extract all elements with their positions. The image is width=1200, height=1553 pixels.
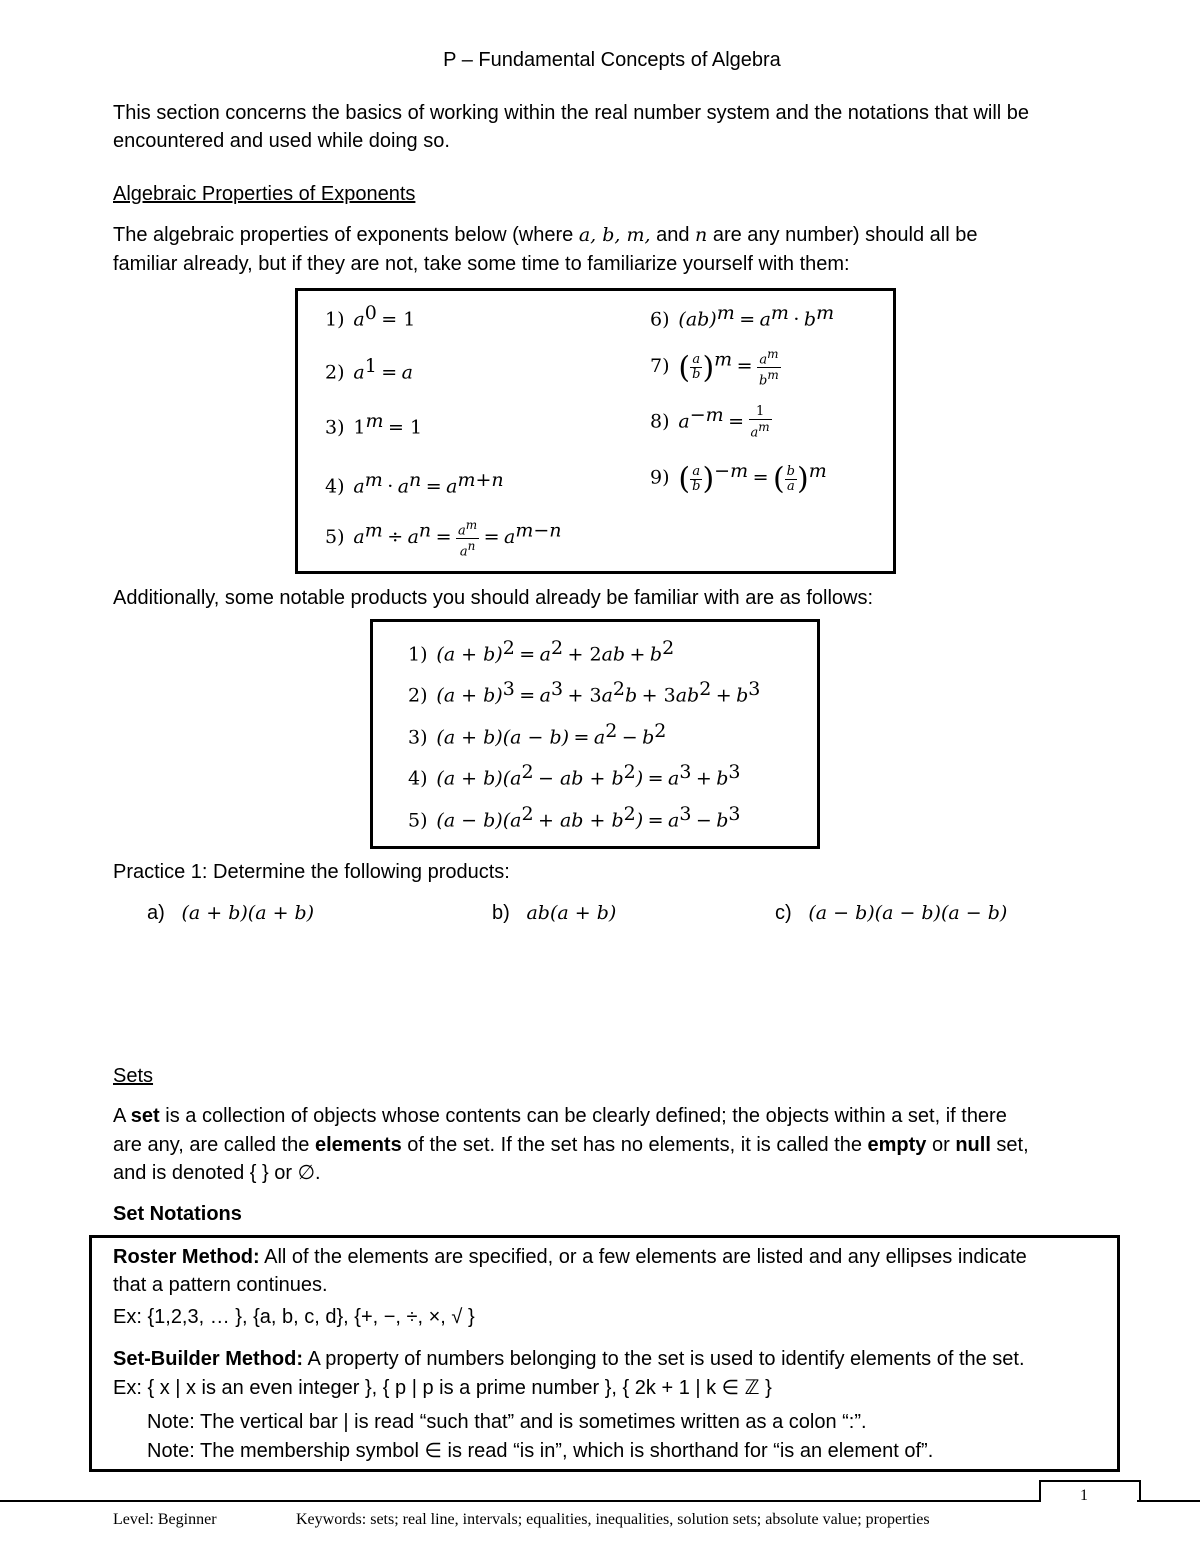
footer-level: Level: Beginner — [113, 1511, 217, 1528]
footer-rule-right — [1137, 1500, 1200, 1502]
builder-example: Ex: { x | x is an even integer }, { p | p is a prime number }, { 2k + 1 | k ∈ ℤ } — [113, 1377, 772, 1399]
sets-para-line-1: A set is a collection of objects whose contents can be clearly defined; the objects within a set, if there — [113, 1105, 1007, 1127]
note-vertical-bar: Note: The vertical bar | is read “such that” and is sometimes written as a colon “:”. — [147, 1411, 867, 1433]
exp-prop-2: 2) $a^1 = a$ — [325, 355, 413, 384]
product-1: 1) $(a + b)^2 = a^2 + 2ab + b^2$ — [408, 637, 675, 666]
sets-para-line-3: and is denoted { } or ∅. — [113, 1162, 321, 1184]
exp-prop-1: 1) $a^0 = 1$ — [325, 302, 416, 331]
product-2: 2) $(a + b)^3 = a^3 + 3a^2b + 3ab^2 + b^3$ — [408, 678, 761, 707]
exp-prop-6: 6) $(ab)^m = a^m \cdot b^m$ — [650, 302, 835, 331]
set-notations-heading: Set Notations — [113, 1203, 242, 1225]
page-number-tab — [1039, 1480, 1141, 1502]
product-4: 4) $(a + b)(a^2$ − ab + $b^2) = a^3 + b^3$ — [408, 761, 741, 790]
practice-title: Practice 1: Determine the following products: — [113, 861, 510, 883]
footer-keywords: Keywords: sets; real line, intervals; equalities, inequalities, solution sets; absolute value; properties — [296, 1511, 930, 1528]
roster-line-1: Roster Method: All of the elements are specified, or a few elements are listed and any ellipses indicate — [113, 1246, 1027, 1268]
exp-prop-3: 3) 1$^m$ = 1 — [325, 410, 423, 439]
intro-line-2: encountered and used while doing so. — [113, 130, 450, 152]
exp-prop-8: 8) $a^{-m}$ = $\frac{1}{a^m}$ — [650, 404, 770, 441]
sets-para-line-2: are any, are called the elements of the set. If the set has no elements, it is called the empty or null set, — [113, 1134, 1029, 1156]
roster-line-2: that a pattern continues. — [113, 1274, 328, 1296]
exp-prop-7: 7) ( $\frac{a}{b}$ )$^m$ = $\frac{a^m}{b^m}$ — [650, 347, 779, 389]
exponents-heading: Algebraic Properties of Exponents — [113, 183, 416, 205]
page-title: P – Fundamental Concepts of Algebra — [443, 49, 781, 71]
page-number: 1 — [1080, 1487, 1088, 1504]
note-membership: Note: The membership symbol ∈ is read “is in”, which is shorthand for “is an element of”. — [147, 1440, 934, 1462]
products-intro: Additionally, some notable products you should already be familiar with are as follows: — [113, 587, 874, 609]
exponents-text-2: familiar already, but if they are not, take some time to familiarize yourself with them: — [113, 253, 850, 275]
exp-prop-4: 4) $a^m \cdot a^n = a^{m+n}$ — [325, 469, 504, 498]
intro-line-1: This section concerns the basics of working within the real number system and the notations that will be — [113, 102, 1030, 124]
practice-item-a: a) (a + b)(a + b) — [147, 902, 315, 924]
product-3: 3) $(a + b)(a - b) = a^2 - b^2$ — [408, 720, 667, 749]
exp-prop-9: 9) ( $\frac{a}{b}$ )$^{-m}$ = ( $\frac{b}{a}$ )$^m$ — [650, 460, 827, 497]
roster-example: Ex: {1,2,3, … }, {a, b, c, d}, {+, −, ÷, ×, √ } — [113, 1306, 475, 1328]
exponents-text-1: The algebraic properties of exponents below (where a, b, m, and n are any number) should all be — [113, 224, 978, 246]
builder-line-1: Set-Builder Method: A property of numbers belonging to the set is used to identify elements of the set. — [113, 1348, 1025, 1370]
footer-rule-left — [0, 1500, 1040, 1502]
sets-heading: Sets — [113, 1065, 154, 1087]
product-5: 5) $(a - b)(a^2$ + ab + $b^2) = a^3 - b^3$ — [408, 803, 741, 832]
practice-item-b: b) ab(a + b) — [492, 902, 617, 924]
exp-prop-5: 5) $a^m \div a^n$ = $\frac{a^m}{a^n}$ = $a^{m-n}$ — [325, 518, 562, 560]
practice-item-c: c) (a − b)(a − b)(a − b) — [775, 902, 1008, 924]
